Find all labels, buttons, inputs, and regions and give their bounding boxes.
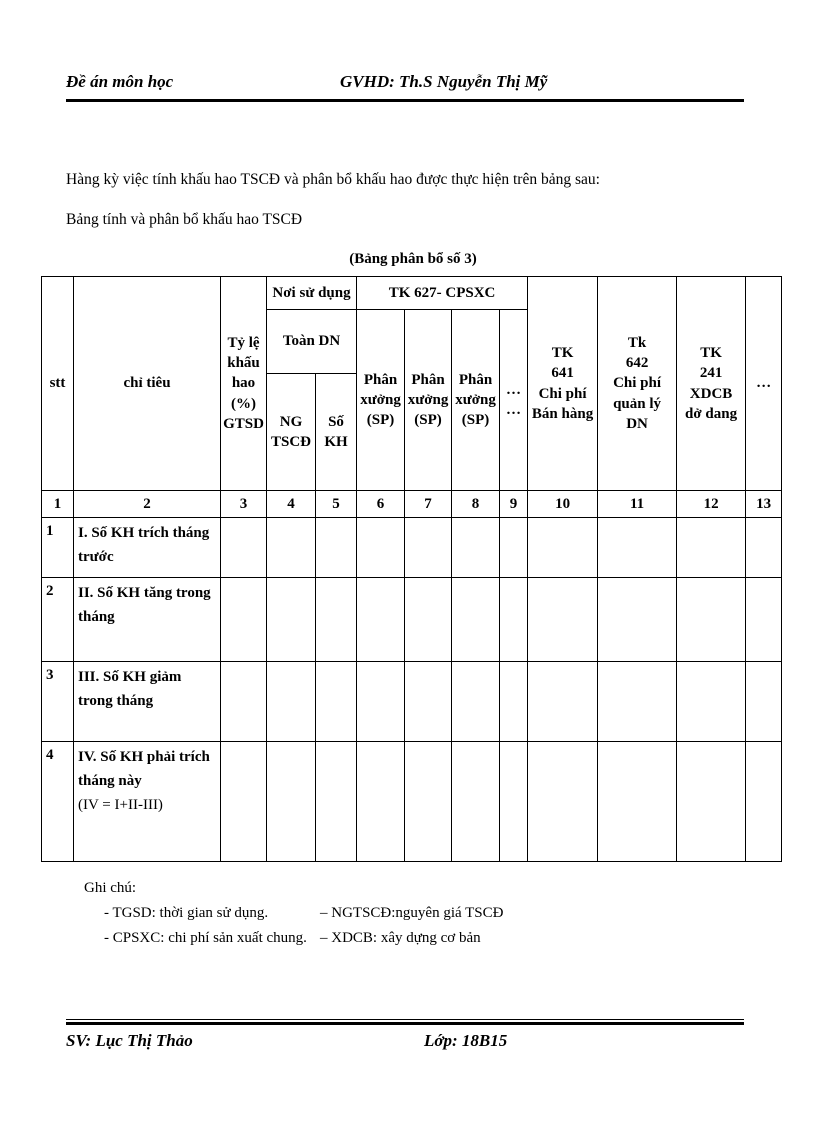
- header-tk241: TK 241 XDCB dở dang: [677, 277, 746, 491]
- table-row: 2 II. Số KH tăng trong tháng: [42, 578, 782, 662]
- footer-class: Lớp: 18B15: [424, 1031, 508, 1050]
- header-chi-tieu: chỉ tiêu: [74, 277, 221, 491]
- header-ng-tscd: NG TSCĐ: [267, 374, 316, 491]
- table-row: 3 III. Số KH giảm trong tháng: [42, 662, 782, 742]
- header-so-kh: Số KH: [316, 374, 357, 491]
- footer-rule-1: [66, 1019, 744, 1020]
- header-tk641: TK 641 Chi phí Bán hàng: [528, 277, 598, 491]
- header-noi-su-dung: Nơi sử dụng: [267, 277, 357, 310]
- note-line: - CPSXC: chi phí sản xuất chung. – XDCB: xây dựng cơ bản: [104, 929, 481, 946]
- header-rule: [66, 99, 744, 102]
- row-label: III. Số KH giảm trong tháng: [74, 662, 221, 742]
- row-label: I. Số KH trích tháng trước: [74, 518, 221, 578]
- row-label: II. Số KH tăng trong tháng: [74, 578, 221, 662]
- header-ty-le: Tỷ lệ khấu hao (%) GTSD: [221, 277, 267, 491]
- header-px-1: Phân xưởng (SP): [357, 310, 405, 491]
- row-label: IV. Số KH phải trích tháng này (IV = I+II-III): [74, 742, 221, 862]
- header-tk627: TK 627- CPSXC: [357, 277, 528, 310]
- header-course: Đề án môn học: [66, 72, 174, 91]
- header-supervisor: GVHD: Th.S Nguyễn Thị Mỹ: [340, 72, 548, 91]
- notes-title: Ghi chú:: [84, 880, 137, 896]
- table-row: 4 IV. Số KH phải trích tháng này (IV = I+II-III): [42, 742, 782, 862]
- header-tk642: Tk 642 Chi phí quản lý DN: [598, 277, 677, 491]
- header-stt: stt: [42, 277, 74, 491]
- row-formula: (IV = I+II-III): [78, 797, 163, 813]
- header-px-2: Phân xưởng (SP): [405, 310, 452, 491]
- intro-text: Hàng kỳ việc tính khấu hao TSCĐ và phân bổ khấu hao được thực hiện trên bảng sau:: [66, 171, 600, 188]
- header-px-more: … …: [500, 310, 528, 491]
- table-row: 1 I. Số KH trích tháng trước: [42, 518, 782, 578]
- note-line: - TGSD: thời gian sử dụng. – NGTSCĐ:nguyên giá TSCĐ: [104, 904, 504, 921]
- table-caption: (Bảng phân bổ số 3): [349, 251, 477, 267]
- header-toan-dn: Toàn DN: [267, 310, 357, 374]
- table-subtitle: Bảng tính và phân bổ khấu hao TSCĐ: [66, 211, 303, 228]
- footer-rule-2: [66, 1022, 744, 1025]
- header-px-3: Phân xưởng (SP): [452, 310, 500, 491]
- notes: [84, 876, 503, 950]
- depreciation-table: [41, 276, 782, 862]
- column-number-row: 1 2 3 4 5 6 7 8 9 10 11 12 13: [42, 491, 782, 518]
- footer-student: SV: Lục Thị Thảo: [66, 1031, 193, 1050]
- header-ellipsis-last: …: [746, 277, 782, 491]
